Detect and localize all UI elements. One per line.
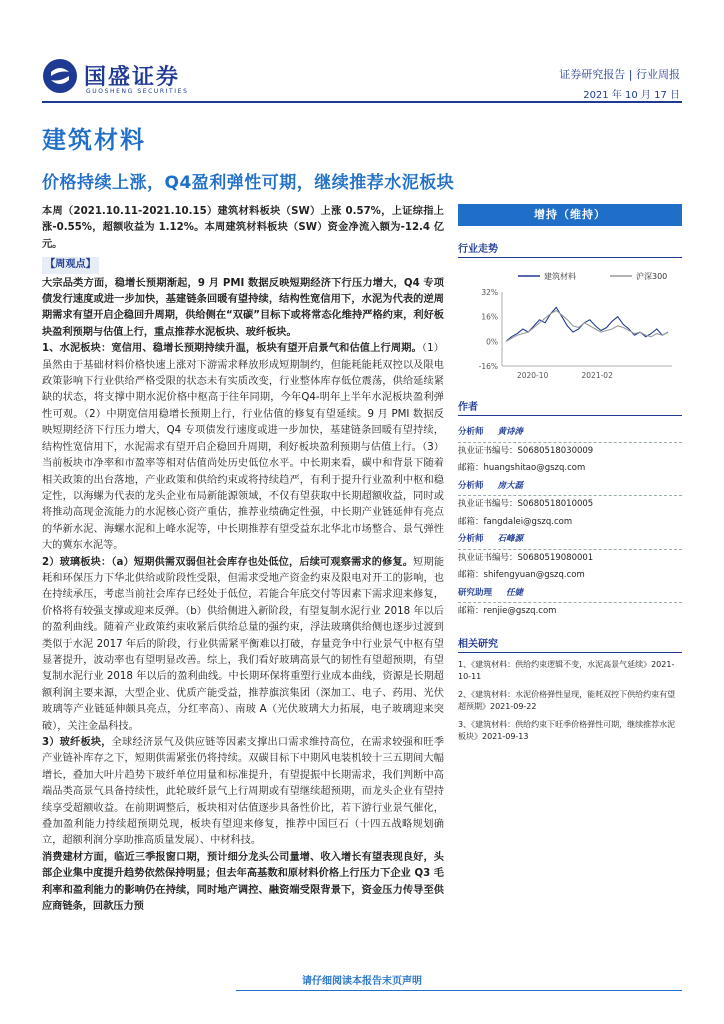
related-title: 相关研究 <box>458 635 682 653</box>
email-label: 邮箱： <box>458 516 484 527</box>
trend-chart-svg <box>458 264 682 384</box>
cert-number: S0680518010005 <box>517 499 594 509</box>
authors-list <box>458 424 682 621</box>
authors-title: 作者 <box>458 398 682 416</box>
legend-label: 沪深300 <box>636 272 668 281</box>
main-content <box>42 204 444 915</box>
analyst-email[interactable]: fangdalei@gszq.com <box>483 516 573 527</box>
assistant-name: 任婕 <box>506 587 524 598</box>
assistant-email[interactable]: renjie@gszq.com <box>483 606 557 616</box>
x-tick-label: 2021-02 <box>581 371 613 380</box>
assistant-role: 研究助理 <box>458 587 493 598</box>
y-tick-label: 32% <box>481 288 498 297</box>
analyst-role: 分析师 <box>458 427 484 437</box>
assistant <box>458 585 682 621</box>
analyst-email[interactable]: shifengyuan@gszq.com <box>483 570 585 580</box>
logo-text: 国盛证券 <box>84 65 181 90</box>
analyst-name: 石峰源 <box>497 534 524 544</box>
x-tick-label: 2020-10 <box>516 371 549 380</box>
analyst-3 <box>458 531 682 585</box>
glass-body: 短期能耗和环保压力下华北供给或阶段性受限，但需求受地产资金约束及限电对开工的影响，也在持续承压，考虑当前社会库存已经处于低位，若能合年底交付等因素下需求迎来修复，价格将有较强支撑或迎来反弹。（b）供给侧进入新阶段，有望复制水泥行业 2018 年以后的盈利曲线。随着产业政策约束收紧后供给总量的强约束，浮法玻璃供给侧也逐步过渡到类似于水泥 2017 年后的阶段，行业供需紧平衡难以打破，存量竞争中行业景气中枢有望显著提升，波动率也有望明显改善。综上，我们看好玻璃高景气的韧性有望超预期，有望复制水泥行业 2018 年以后的盈利曲线。中长期环保将重塑行业成本曲线，资源是长期超额利润主要来源，大型企业、优质产能受益，推荐旗滨集团（深加工、电子、药用、光伏玻璃等产业链延伸颇具亮点，分红率高）、南玻 A（光伏玻璃大力拓展，电子玻璃迎来突破），关注金晶科技。 <box>42 556 445 732</box>
related-list <box>458 659 682 743</box>
y-tick-label: 16% <box>481 312 498 322</box>
header-divider <box>42 101 682 103</box>
cert-number: S0680519080001 <box>517 552 594 563</box>
related-item[interactable]: 3、《建筑材料：供给约束下旺季价格弹性可期，继续推荐水泥板块》2021-09-13 <box>458 719 676 741</box>
report-date: 2021 年 10 月 17 日 <box>583 90 680 101</box>
intro-paragraph: 本周（2021.10.11-2021.10.15）建筑材料板块（SW）上涨 0.57%，上证综指上涨-0.55%，超额收益为 1.12%。本周建筑材料板块（SW）资金净流入额为-12.4 亿元。 <box>42 206 444 250</box>
cement-lead: 1、水泥板块：宽信用、稳增长预期持续升温，板块有望开启景气和估值上行周期。 <box>42 343 422 355</box>
glass-lead: 2）玻璃板块：（a）短期供需双弱但社会库存也处低位，后续可观察需求的修复。 <box>42 556 414 568</box>
cert-label: 执业证书编号： <box>458 499 518 509</box>
analyst-name: 房大磊 <box>497 480 524 491</box>
logo-icon <box>42 58 78 94</box>
legend-label: 建筑材料 <box>544 272 576 281</box>
fiberglass-lead: 3）玻纤板块， <box>42 737 112 748</box>
cert-label: 执业证书编号： <box>458 445 518 456</box>
logo-subtext: GUOSHENG SECURITIES <box>86 88 189 95</box>
page-subtitle: 价格持续上涨，Q4盈利弹性可期，继续推荐水泥板块 <box>42 173 455 193</box>
sidebar <box>458 204 682 743</box>
page-title: 建筑材料 <box>42 126 146 154</box>
analyst-email[interactable]: huangshitao@gszq.com <box>483 463 586 473</box>
analyst-role: 分析师 <box>458 534 484 544</box>
analyst-1 <box>458 424 682 478</box>
y-tick-label: 0% <box>486 337 498 347</box>
related-item[interactable]: 1、《建筑材料：供给约束逻辑不变，水泥高景气延续》2021-10-11 <box>458 659 675 681</box>
focus-label: 【周观点】 <box>42 257 99 273</box>
consumer-paragraph: 消费建材方面，临近三季报窗口期，预计细分龙头公司量增、收入增长有望表现良好，头部企业集中度提升趋势依然保持明显；但去年高基数和原材料价格上行压力下企业 Q3 毛利率和盈利能力的影响仍在持续，同时地产调控、融资端受限背景下，资金压力传导至供应商链条，回款压力预 <box>42 851 444 913</box>
summary-paragraph: 大宗品类方面，稳增长预期渐起，9 月 PMI 数据反映短期经济下行压力增大，Q4 专项债发行速度或进一步加快，基建链条回暖有望持续，结构性宽信用下，水泥为代表的逆周期需求有望开启企稳回升周期，供给侧在“双碳”目标下或将常态化维持严格约束，利好板块盈利预期与估值上行，重点推荐水泥板块、玻纤板块。 <box>42 277 444 338</box>
analyst-role: 分析师 <box>458 480 484 491</box>
trend-title: 行业走势 <box>458 240 682 258</box>
analyst-2 <box>458 478 682 532</box>
email-label: 邮箱： <box>458 606 484 616</box>
related-item[interactable]: 2、《建筑材料：水泥价格弹性显现，能耗双控下供给约束有望超预期》2021-09-22 <box>458 689 676 711</box>
footer-divider <box>236 990 682 991</box>
series-line <box>506 311 668 342</box>
footer-note: 请仔细阅读本报告末页声明 <box>302 976 422 987</box>
rating-badge: 增持（维持） <box>458 204 682 226</box>
cement-body: （1）虽然由于基础材料价格快速上涨对下游需求释放形成短期制约，但能耗能耗双控以及限电政策影响下行业供给严格受限的状态未有实质改变，行业整体库存低位震荡，供给延续紧缺的状态，将支撑中期水泥价格中枢高于往年同期，今年Q4-明年上半年水泥板块盈利弹性可观。（2）中期宽信用稳增长预期上行，行业估值的修复有望延续。9 月 PMI 数据反映短期经济下行压力增大，Q4 专项债发行速度或进一步加快，基建链条回暖有望持续，结构性宽信用下，水泥需求有望开启企稳回升周期，利好板块盈利预期与估值上行。（3）当前板块市净率和市盈率等相对估值尚处历史低位水平。中长期来看，碳中和背景下随着相关政策的出台落地，产业政策和供给约束或将持续趋严，有利于提升行业盈利中枢和稳定性，以海螺为代表的龙头企业布局新能源领域，不仅有望获取中长期超额收益，同时或将推动高现金流能力的水泥核心资产重估，推荐业绩确定性强，中长期产业链延伸有亮点的华新水泥、海螺水泥和上峰水泥等，中长期推荐有望受益东北华北市场整合、景气弹性大的冀东水泥等。 <box>42 343 444 552</box>
email-label: 邮箱： <box>458 570 484 580</box>
report-type: 证券研究报告 | 行业周报 <box>559 68 680 81</box>
email-label: 邮箱： <box>458 463 484 473</box>
y-tick-label: -16% <box>478 362 498 371</box>
cert-label: 执业证书编号： <box>458 552 518 563</box>
cert-number: S0680518030009 <box>517 445 594 456</box>
analyst-name: 黄诗涛 <box>497 427 524 437</box>
fiberglass-body: 全球经济景气及供应链等因素支撑出口需求维持高位，在需求较强和旺季产业链补库存之下，短期供需紧张仍将持续。双碳目标下中期风电装机较十三五期间大幅增长，叠加大叶片趋势下玻纤单位用量和标准提升，有望提振中长期需求，我们判断中高端品类高景气具备持续性，此轮玻纤景气上行周期或有望继续超预期，而龙头企业有望持续享受超额收益。在前期调整后，板块相对估值逐步具备性价比，若下游行业景气催化，叠加盈利能力持续超预期兑现，板块有望迎来修复，推荐中国巨石（十四五战略规划确立，超额利润分享助推高质量发展）、中材科技。 <box>42 737 445 847</box>
trend-chart <box>458 264 682 384</box>
